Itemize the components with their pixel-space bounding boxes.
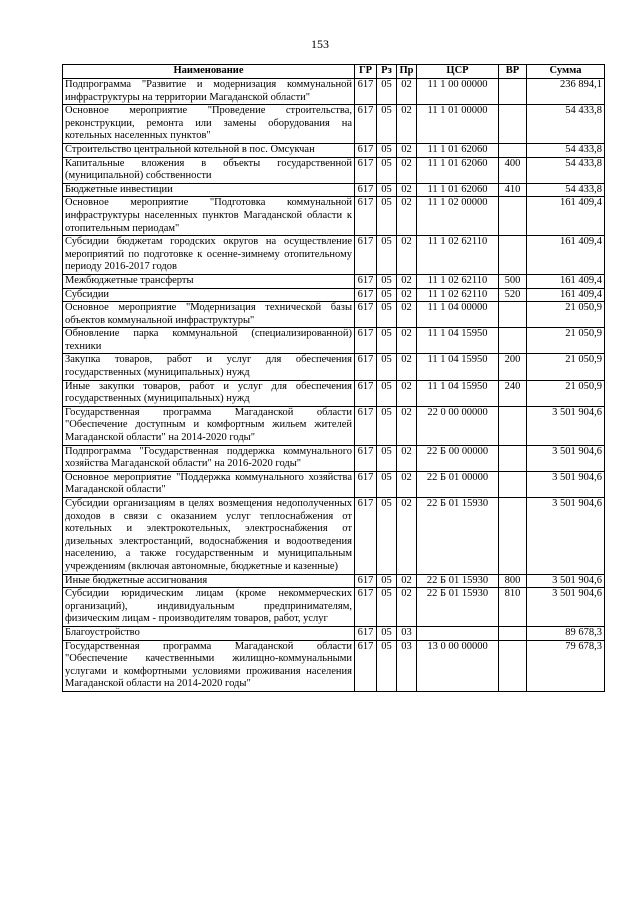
table-row (63, 354, 605, 380)
cell-csr: 11 1 04 00000 (417, 302, 499, 328)
cell-gr: 617 (355, 445, 377, 471)
header-pr: Пр (397, 65, 417, 79)
table-row (63, 380, 605, 406)
cell-pr: 02 (397, 471, 417, 497)
cell-sum: 161 409,4 (527, 197, 605, 236)
table-row (63, 626, 605, 640)
cell-csr: 13 0 00 00000 (417, 640, 499, 691)
cell-name: Основное мероприятие "Подготовка коммунальной инфраструктуры населенных пунктов Магаданской области к отопительным периодам" (63, 197, 355, 236)
cell-csr: 22 Б 01 00000 (417, 471, 499, 497)
cell-name: Бюджетные инвестиции (63, 183, 355, 197)
cell-gr: 617 (355, 143, 377, 157)
cell-pr: 02 (397, 157, 417, 183)
cell-rz: 05 (377, 626, 397, 640)
cell-pr: 02 (397, 274, 417, 288)
cell-rz: 05 (377, 406, 397, 445)
cell-rz: 05 (377, 380, 397, 406)
cell-name: Иные бюджетные ассигнования (63, 574, 355, 588)
table-row (63, 445, 605, 471)
cell-csr: 11 1 00 00000 (417, 79, 499, 105)
cell-name: Основное мероприятие "Проведение строительства, реконструкции, ремонта или замены оборудования на котельных населенных пунктов" (63, 105, 355, 144)
cell-vr: 240 (499, 380, 527, 406)
cell-gr: 617 (355, 626, 377, 640)
cell-csr: 11 1 02 00000 (417, 197, 499, 236)
cell-csr: 11 1 02 62110 (417, 236, 499, 275)
table-row (63, 79, 605, 105)
cell-rz: 05 (377, 302, 397, 328)
cell-gr: 617 (355, 236, 377, 275)
cell-rz: 05 (377, 574, 397, 588)
table-row (63, 640, 605, 691)
header-gr: ГР (355, 65, 377, 79)
cell-name: Основное мероприятие "Модернизация технической базы объектов коммунальной инфраструктуры" (63, 302, 355, 328)
cell-gr: 617 (355, 302, 377, 328)
table-row (63, 105, 605, 144)
cell-sum: 54 433,8 (527, 143, 605, 157)
cell-pr: 02 (397, 288, 417, 302)
cell-rz: 05 (377, 79, 397, 105)
cell-pr: 02 (397, 328, 417, 354)
cell-sum: 54 433,8 (527, 157, 605, 183)
cell-csr: 11 1 01 62060 (417, 183, 499, 197)
cell-gr: 617 (355, 274, 377, 288)
cell-pr: 02 (397, 236, 417, 275)
cell-pr: 02 (397, 79, 417, 105)
cell-sum: 236 894,1 (527, 79, 605, 105)
cell-rz: 05 (377, 445, 397, 471)
cell-csr (417, 626, 499, 640)
cell-rz: 05 (377, 236, 397, 275)
cell-vr: 200 (499, 354, 527, 380)
cell-sum: 54 433,8 (527, 183, 605, 197)
cell-vr: 400 (499, 157, 527, 183)
cell-pr: 03 (397, 626, 417, 640)
cell-pr: 02 (397, 183, 417, 197)
table-row (63, 498, 605, 575)
cell-pr: 02 (397, 143, 417, 157)
cell-csr: 22 Б 01 15930 (417, 588, 499, 627)
budget-table (62, 64, 605, 692)
cell-gr: 617 (355, 328, 377, 354)
cell-sum: 3 501 904,6 (527, 498, 605, 575)
cell-name: Субсидии юридическим лицам (кроме некоммерческих организаций), индивидуальным предпринимателям, физическим лицам - производителям товаров, работ, услуг (63, 588, 355, 627)
cell-name: Основное мероприятие "Поддержка коммунального хозяйства Магаданской области" (63, 471, 355, 497)
cell-rz: 05 (377, 328, 397, 354)
table-row (63, 288, 605, 302)
cell-vr (499, 143, 527, 157)
cell-sum: 3 501 904,6 (527, 471, 605, 497)
cell-gr: 617 (355, 380, 377, 406)
cell-sum: 21 050,9 (527, 380, 605, 406)
cell-csr: 11 1 04 15950 (417, 354, 499, 380)
cell-sum: 89 678,3 (527, 626, 605, 640)
cell-name: Государственная программа Магаданской области "Обеспечение качественными жилищно-коммунальными услугами и комфортными условиями проживания населения Магаданской области на 2014-2020 годы" (63, 640, 355, 691)
cell-vr (499, 328, 527, 354)
cell-name: Строительство центральной котельной в пос. Омсукчан (63, 143, 355, 157)
cell-vr: 800 (499, 574, 527, 588)
table-row (63, 588, 605, 627)
table-row (63, 328, 605, 354)
cell-pr: 02 (397, 354, 417, 380)
cell-rz: 05 (377, 471, 397, 497)
cell-sum: 161 409,4 (527, 274, 605, 288)
table-row (63, 302, 605, 328)
table-row (63, 236, 605, 275)
cell-vr (499, 79, 527, 105)
cell-rz: 05 (377, 354, 397, 380)
header-csr: ЦСР (417, 65, 499, 79)
cell-name: Благоустройство (63, 626, 355, 640)
cell-sum: 3 501 904,6 (527, 588, 605, 627)
cell-sum: 21 050,9 (527, 354, 605, 380)
header-rz: Рз (377, 65, 397, 79)
cell-gr: 617 (355, 79, 377, 105)
cell-csr: 11 1 02 62110 (417, 288, 499, 302)
cell-csr: 11 1 04 15950 (417, 328, 499, 354)
cell-rz: 05 (377, 498, 397, 575)
cell-gr: 617 (355, 640, 377, 691)
cell-vr (499, 302, 527, 328)
cell-rz: 05 (377, 143, 397, 157)
cell-name: Иные закупки товаров, работ и услуг для обеспечения государственных (муниципальных) нужд (63, 380, 355, 406)
cell-vr: 500 (499, 274, 527, 288)
cell-rz: 05 (377, 183, 397, 197)
cell-vr (499, 236, 527, 275)
cell-vr (499, 640, 527, 691)
cell-gr: 617 (355, 288, 377, 302)
cell-pr: 02 (397, 105, 417, 144)
cell-gr: 617 (355, 157, 377, 183)
cell-csr: 22 Б 01 15930 (417, 574, 499, 588)
cell-gr: 617 (355, 498, 377, 575)
cell-pr: 02 (397, 445, 417, 471)
cell-pr: 02 (397, 588, 417, 627)
cell-name: Субсидии бюджетам городских округов на осуществление мероприятий по подготовке к осенне-зимнему отопительному периоду 2016-2017 годов (63, 236, 355, 275)
cell-name: Подпрограмма "Государственная поддержка коммунального хозяйства Магаданской области" на 2016-2020 годы" (63, 445, 355, 471)
page-number: 153 (311, 37, 329, 51)
cell-vr (499, 105, 527, 144)
cell-gr: 617 (355, 197, 377, 236)
cell-pr: 02 (397, 574, 417, 588)
table-row (63, 143, 605, 157)
cell-vr (499, 406, 527, 445)
cell-vr (499, 471, 527, 497)
table-row (63, 274, 605, 288)
cell-csr: 11 1 01 62060 (417, 157, 499, 183)
cell-csr: 22 0 00 00000 (417, 406, 499, 445)
cell-gr: 617 (355, 471, 377, 497)
cell-name: Закупка товаров, работ и услуг для обеспечения государственных (муниципальных) нужд (63, 354, 355, 380)
cell-vr: 810 (499, 588, 527, 627)
cell-csr: 11 1 04 15950 (417, 380, 499, 406)
cell-name: Государственная программа Магаданской области "Обеспечение доступным и комфортным жильем жителей Магаданской области" на 2014-2020 годы" (63, 406, 355, 445)
cell-rz: 05 (377, 105, 397, 144)
cell-name: Межбюджетные трансферты (63, 274, 355, 288)
cell-rz: 05 (377, 157, 397, 183)
header-vr: ВР (499, 65, 527, 79)
cell-csr: 22 Б 00 00000 (417, 445, 499, 471)
cell-gr: 617 (355, 588, 377, 627)
table-row (63, 406, 605, 445)
cell-sum: 21 050,9 (527, 328, 605, 354)
cell-pr: 02 (397, 406, 417, 445)
cell-sum: 3 501 904,6 (527, 406, 605, 445)
cell-csr: 11 1 01 62060 (417, 143, 499, 157)
cell-sum: 3 501 904,6 (527, 574, 605, 588)
cell-pr: 02 (397, 380, 417, 406)
header-sum: Сумма (527, 65, 605, 79)
table-row (63, 183, 605, 197)
header-name: Наименование (63, 65, 355, 79)
cell-gr: 617 (355, 354, 377, 380)
cell-vr (499, 197, 527, 236)
cell-vr (499, 498, 527, 575)
cell-gr: 617 (355, 183, 377, 197)
cell-pr: 02 (397, 197, 417, 236)
cell-name: Подпрограмма "Развитие и модернизация коммунальной инфраструктуры на территории Магаданской области" (63, 79, 355, 105)
cell-vr: 410 (499, 183, 527, 197)
cell-name: Субсидии (63, 288, 355, 302)
cell-name: Обновление парка коммунальной (специализированной) техники (63, 328, 355, 354)
cell-pr: 02 (397, 498, 417, 575)
cell-csr: 11 1 02 62110 (417, 274, 499, 288)
cell-pr: 03 (397, 640, 417, 691)
cell-sum: 54 433,8 (527, 105, 605, 144)
cell-sum: 79 678,3 (527, 640, 605, 691)
cell-gr: 617 (355, 406, 377, 445)
cell-sum: 161 409,4 (527, 288, 605, 302)
cell-sum: 21 050,9 (527, 302, 605, 328)
cell-rz: 05 (377, 288, 397, 302)
cell-vr (499, 445, 527, 471)
cell-pr: 02 (397, 302, 417, 328)
cell-sum: 3 501 904,6 (527, 445, 605, 471)
table-row (63, 471, 605, 497)
cell-csr: 22 Б 01 15930 (417, 498, 499, 575)
table-body (63, 79, 605, 692)
cell-csr: 11 1 01 00000 (417, 105, 499, 144)
table-header-row (63, 65, 605, 79)
cell-gr: 617 (355, 574, 377, 588)
cell-name: Субсидии организациям в целях возмещения недополученных доходов в связи с оказанием услуг теплоснабжения от котельных и электрокотельных, электроснабжения от дизельных электростанций, водоснабжения и водоотведения населению, а также государственным и муниципальным учреждениям (включая автономные, бюджетные и казенные) (63, 498, 355, 575)
cell-rz: 05 (377, 588, 397, 627)
table-row (63, 574, 605, 588)
cell-sum: 161 409,4 (527, 236, 605, 275)
cell-rz: 05 (377, 197, 397, 236)
cell-rz: 05 (377, 640, 397, 691)
cell-name: Капитальные вложения в объекты государственной (муниципальной) собственности (63, 157, 355, 183)
table-row (63, 157, 605, 183)
cell-gr: 617 (355, 105, 377, 144)
table-row (63, 197, 605, 236)
cell-vr (499, 626, 527, 640)
cell-rz: 05 (377, 274, 397, 288)
cell-vr: 520 (499, 288, 527, 302)
